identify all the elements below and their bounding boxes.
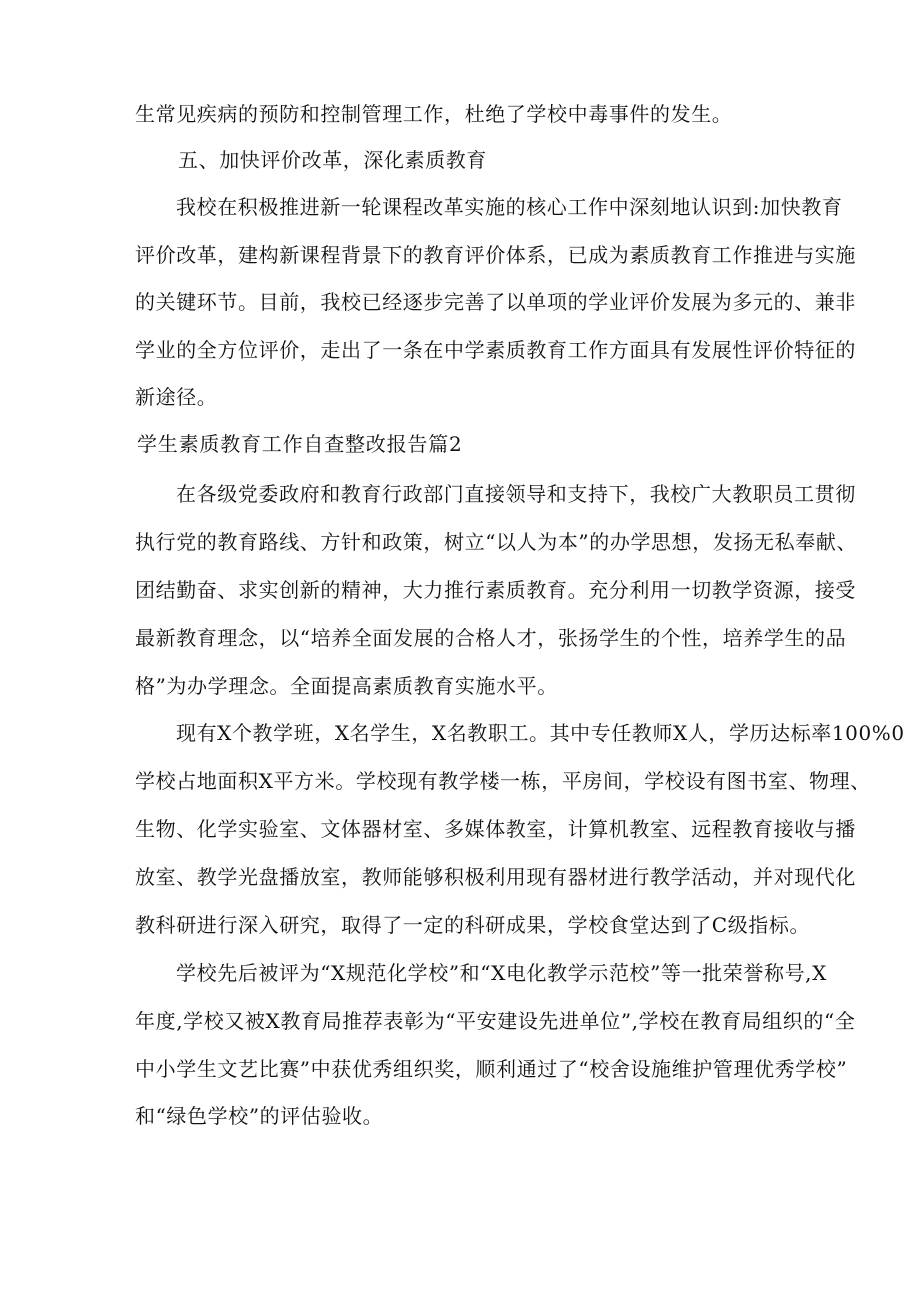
paragraph-line: 最新教育理念，以“培养全面发展的合格人才，张扬学生的个性，培养学生的品 — [135, 626, 847, 650]
paragraph-line: 放室、教学光盘播放室，教师能够积极利用现有器材进行教学活动，并对现代化 — [135, 865, 856, 889]
paragraph-line: 执行党的教育路线、方针和政策，树立“以人为本”的办学思想，发扬无私奉献、 — [135, 530, 858, 554]
paragraph-line: 学校占地面积X平方米。学校现有教学楼一栋，平房间，学校设有图书室、物理、 — [135, 769, 871, 793]
paragraph-line: 在各级党委政府和教育行政部门直接领导和支持下，我校广大教职员工贯彻 — [176, 482, 856, 506]
continuation-line: 生常见疾病的预防和控制管理工作，杜绝了学校中毒事件的发生。 — [135, 102, 733, 126]
paragraph-line: 格”为办学理念。全面提高素质教育实施水平。 — [135, 674, 558, 698]
paragraph-line: 的关键环节。目前，我校已经逐步完善了以单项的学业评价发展为多元的、兼非 — [135, 290, 856, 314]
paragraph-line: 和“绿色学校”的评估验收。 — [135, 1104, 384, 1128]
section-five-title: 五、加快评价改革，深化素质教育 — [178, 148, 487, 172]
paragraph-line: 年度,学校又被X教育局推荐表彰为“平安建设先进单位”,学校在教育局组织的“全 — [135, 1009, 856, 1033]
report-two-title: 学生素质教育工作自查整改报告篇2 — [137, 432, 463, 456]
paragraph-line: 教科研进行深入研究，取得了一定的科研成果，学校食堂达到了C级指标。 — [135, 913, 811, 937]
paragraph-line: 生物、化学实验室、文体器材室、多媒体教室，计算机教室、远程教育接收与播 — [135, 817, 856, 841]
paragraph-line: 学业的全方位评价，走出了一条在中学素质教育工作方面具有发展性评价特征的 — [135, 338, 856, 362]
paragraph-line: 学校先后被评为“X规范化学校”和“X电化教学示范校”等一批荣誉称号,X — [176, 961, 827, 985]
paragraph-line: 新途径。 — [135, 385, 218, 409]
paragraph-line: 我校在积极推进新一轮课程改革实施的核心工作中深刻地认识到:加快教育 — [176, 195, 843, 219]
paragraph-line: 评价改革，建构新课程背景下的教育评价体系，已成为素质教育工作推进与实施 — [135, 243, 856, 267]
paragraph-line: 中小学生文艺比赛”中获优秀组织奖，顺利通过了“校舍设施维护管理优秀学校” — [135, 1057, 848, 1081]
paragraph-line: 现有X个教学班，X名学生，X名教职工。其中专任教师X人，学历达标率100%0 — [176, 721, 905, 745]
paragraph-line: 团结勤奋、求实创新的精神，大力推行素质教育。充分利用一切教学资源，接受 — [135, 578, 856, 602]
